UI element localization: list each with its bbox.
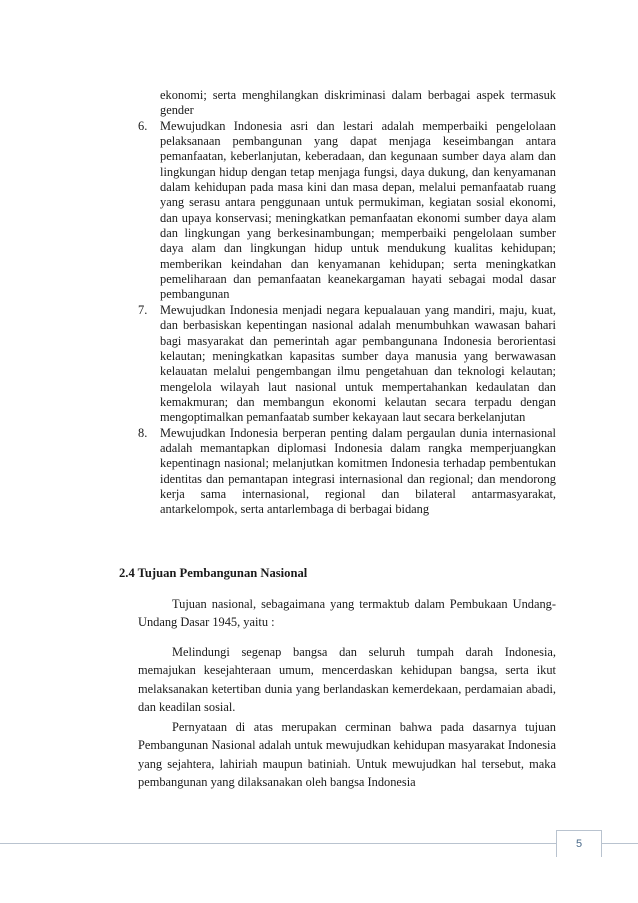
list-item — [118, 119, 556, 303]
list-item-number: 7. — [138, 302, 148, 317]
numbered-list — [118, 88, 556, 518]
section-heading: 2.4 Tujuan Pembangunan Nasional — [119, 566, 308, 580]
list-item-continuation: ekonomi; serta menghilangkan diskriminasi dalam berbagai aspek termasuk gender — [160, 88, 556, 118]
list-item — [118, 303, 556, 426]
list-item — [118, 426, 556, 518]
list-item-number: 6. — [138, 118, 148, 133]
list-item-number: 8. — [138, 425, 148, 440]
page-number: 5 — [556, 830, 602, 857]
paragraph-pernyataan: Pernyataan di atas merupakan cerminan bahwa pada dasarnya tujuan Pembangunan Nasional adalah untuk mewujudkan kehidupan masyarakat Indonesia yang sejahtera, lahiriah maupun batiniah. Untuk mewujudkan hal tersebut, maka pembangunan yang dilaksanakan oleh bangsa Indonesia — [138, 720, 556, 790]
paragraph-pembukaan-quote: Melindungi segenap bangsa dan seluruh tumpah darah Indonesia, memajukan kesejahteraan umum, mencerdaskan kehidupan bangsa, serta ikut melaksanakan ketertiban dunia yang berlandaskan kemerdekaan, perdamaian abadi, dan keadilan sosial. — [138, 645, 556, 715]
list-item-text: Mewujudkan Indonesia berperan penting dalam pergaulan dunia internasional adalah memantapkan diplomasi Indonesia dalam rangka memperjuangkan kepentinagn nasional; melanjutkan komitmen Indonesia terhadap pembentukan identitas dan pemantapan integrasi internasional dan regional; dan mendorong kerja sama internasional, regional dan bilateral antarmasyarakat, antarkelompok, serta antarlembaga di berbagai bidang — [160, 425, 556, 517]
paragraph-tujuan-nasional: Tujuan nasional, sebagaimana yang termaktub dalam Pembukaan Undang-Undang Dasar 1945, yaitu : — [138, 597, 556, 630]
footer-divider — [0, 843, 638, 844]
list-item-text: Mewujudkan Indonesia asri dan lestari adalah memperbaiki pengelolaan pelaksanaan pembangunan yang dapat menjaga keseimbangan antara pemanfaatan, keberlanjutan, keberadaan, dan kegunaan sumber daya alam dan lingkungan hidup dengan tetap menjaga fungsi, daya dukung, dan kenyamanan dalam kehidupan pada masa kini dan masa depan, melalui pemanfaatab ruang yang serasu antara penggunaan untuk permukiman, kegiatan sosial ekonomi, dan upaya konservasi; meningkatkan pemanfaatan ekonomi sumber daya alam dan lingkungan yang berkesinambungan; memperbaiki pengelolaan sumber daya alam dan lingkungan hidup untuk mendukung kualitas kehidupan; memberikan keindahan dan kenyamanan kehidupan; serta meningkatkan pemeliharaan dan pemanfaatan keanekargaman hayati sebagai modal dasar pembangunan — [160, 118, 556, 302]
list-item-text: Mewujudkan Indonesia menjadi negara kepualauan yang mandiri, maju, kuat, dan berbasiskan kepentingan nasional adalah menumbuhkan wawasan bahari bagi masyarakat dan pemerintah agar pembangunana Indonesia berorientasi kelautan; meningkatkan kapasitas sumber daya manusia yang berwawasan kelauatan melalui pengembangan ilmu pengetahuan dan teknologi kelautan; mengelola wilayah laut nasional untuk mempertahankan kedaulatan dan kemakmuran; dan membangun ekonomi kelautan secara terpadu dengan mengoptimalkan pemanfaatab sumber kekayaan laut secara berkelanjutan — [160, 302, 556, 425]
